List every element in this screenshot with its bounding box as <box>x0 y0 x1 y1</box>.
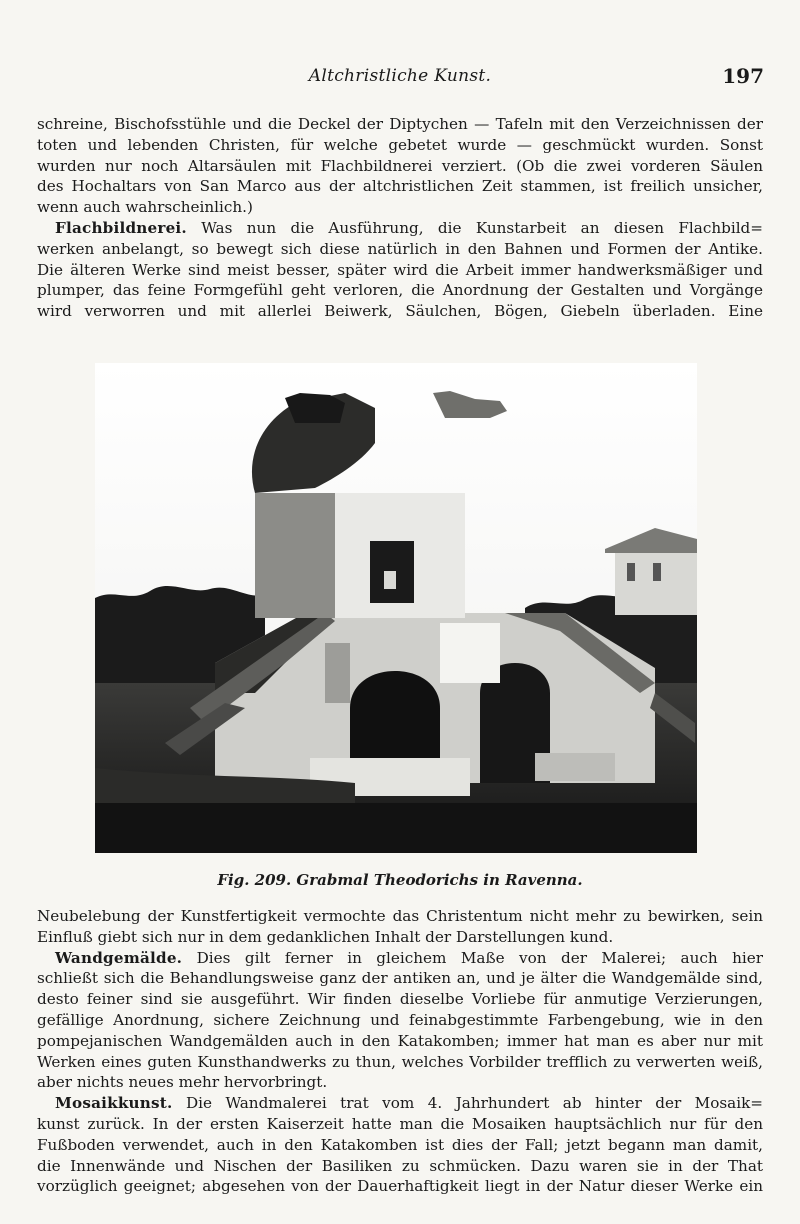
paragraph-flachbildnerei-first-line <box>37 218 763 239</box>
section-heading-wandgemaelde: Wandgemälde. <box>55 948 183 967</box>
running-title: Altchristliche Kunst. <box>308 66 492 86</box>
text-line: werken anbelangt, so bewegt sich diese natürlich in den Bahnen und Formen der Antike. <box>37 239 763 258</box>
text-run: Was nun die Ausführung, die Kunstarbeit an diesen Flachbild= <box>201 218 763 237</box>
section-heading-flachbildnerei: Flachbildnerei. <box>55 218 187 237</box>
text-line: gefällige Anordnung, sichere Zeichnung und feinabgestimmte Farbengebung, wie in den <box>37 1010 763 1029</box>
text-line: aber nichts neues mehr hervorbringt. <box>37 1073 328 1092</box>
text-line: desto feiner sind sie ausgeführt. Wir finden dieselbe Vorliebe für anmutige Verzierungen, <box>37 990 763 1009</box>
text-line: Fußboden verwendet, auch in den Katakomben ist dies der Fall; jetzt begann man damit, <box>37 1135 763 1154</box>
text-line: plumper, das feine Formgefühl geht verloren, die Anordnung der Gestalten und Vorgänge <box>37 281 763 300</box>
text-line: pompejanischen Wandgemälden auch in den Katakomben; immer hat man es aber nur mit <box>37 1031 763 1050</box>
section-heading-mosaikkunst: Mosaikkunst. <box>55 1094 173 1113</box>
text-line: vorzüglich geeignet; abgesehen von der Dauerhaftigkeit liegt in der Natur dieser Werke ein <box>37 1177 763 1196</box>
text-line: des Hochaltars von San Marco aus der altchristlichen Zeit stammen, ist freilich unsicher, <box>37 177 763 196</box>
text-line: wurden nur noch Altarsäulen mit Flachbildnerei verziert. (Ob die zwei vorderen Säulen <box>37 156 763 175</box>
figure-photo-grabmal-theodorichs <box>95 363 697 853</box>
figure-caption: Fig. 209. Grabmal Theodorichs in Ravenna. <box>217 871 583 889</box>
text-line: Die älteren Werke sind meist besser, später wird die Arbeit immer handwerksmäßiger und <box>37 260 763 279</box>
text-line: Neubelebung der Kunstfertigkeit vermochte das Christentum nicht mehr zu bewirken, sein <box>37 907 763 925</box>
text-run: Dies gilt ferner in gleichem Maße von der Malerei; auch hier <box>196 948 763 967</box>
text-line: toten und lebenden Christen, für welche gebetet wurde — geschmückt wurden. Sonst <box>37 135 763 154</box>
text-block-lower <box>37 906 763 1197</box>
photo-illustration <box>95 363 697 853</box>
text-line: wenn auch wahrscheinlich.) <box>37 198 253 217</box>
text-line: schließt sich die Behandlungsweise ganz der antiken an, und je älter die Wandgemälde sind, <box>37 969 763 988</box>
text-line: die Innenwände und Nischen der Basiliken zu schmücken. Dazu waren sie in der That <box>37 1156 763 1175</box>
text-line: schreine, Bischofsstühle und die Deckel der Diptychen — Tafeln mit den Verzeichnissen der <box>37 115 763 133</box>
text-line: wird verworren und mit allerlei Beiwerk, Säulchen, Bögen, Giebeln überladen. Eine <box>37 302 763 321</box>
paragraph-wandgemaelde-first-line <box>37 948 763 969</box>
text-line: Werken eines guten Kunsthandwerks zu thun, welches Vorbilder trefflich zu verwerten weiß, <box>37 1052 763 1071</box>
text-line: kunst zurück. In der ersten Kaiserzeit hatte man die Mosaiken hauptsächlich nur für den <box>37 1114 763 1133</box>
text-line: Einfluß giebt sich nur in dem gedanklichen Inhalt der Darstellungen kund. <box>37 927 614 946</box>
text-run: Die Wandmalerei trat vom 4. Jahrhundert ab hinter der Mosaik= <box>185 1094 763 1113</box>
paragraph-mosaikkunst-first-line <box>37 1093 763 1114</box>
text-block-upper <box>37 114 763 322</box>
page-header <box>36 66 764 96</box>
page-number: 197 <box>722 64 764 88</box>
